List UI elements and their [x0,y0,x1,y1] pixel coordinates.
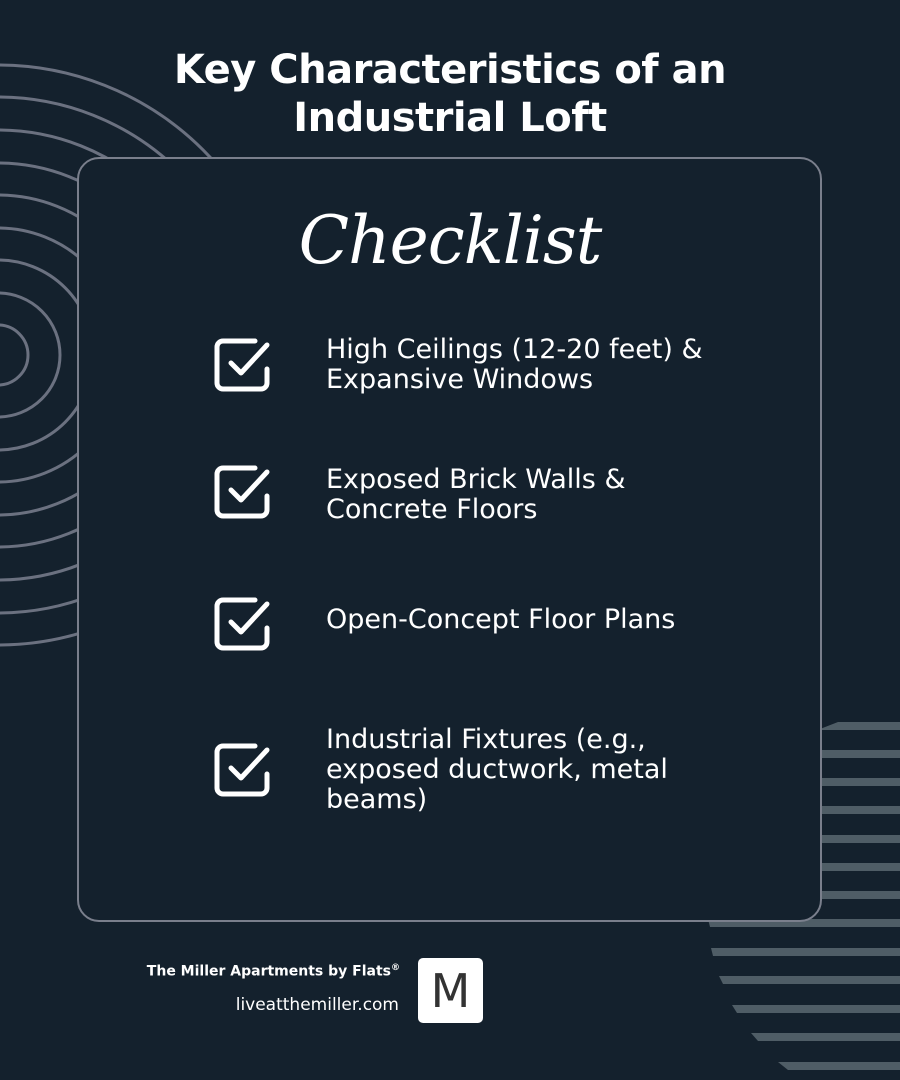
checklist-item-label: Exposed Brick Walls & Concrete Floors [326,464,626,525]
footer-website-link[interactable]: liveatthemiller.com [235,995,399,1015]
checklist-heading: Checklist [298,202,602,279]
checkbox-checked-icon [213,740,273,800]
page-title [0,46,900,142]
page-title-line-1: Key Characteristics of an [173,47,727,93]
checkbox-checked-icon [213,594,273,654]
footer-brand-name [147,963,400,980]
checklist-item-label: High Ceilings (12-20 feet) & Expansive Windows [326,334,703,395]
logo-letter: M [430,963,471,1018]
registered-mark: ® [391,963,400,973]
brand-logo [418,958,483,1023]
checkbox-checked-icon [213,335,273,395]
page-title-line-2: Industrial Loft [293,95,607,141]
checklist-item-label: Industrial Fixtures (e.g., exposed ductwork, metal beams) [326,724,668,815]
brand-name-text: The Miller Apartments by Flats [146,963,391,980]
checkbox-checked-icon [213,462,273,522]
checklist-item-label: Open-Concept Floor Plans [326,604,676,635]
